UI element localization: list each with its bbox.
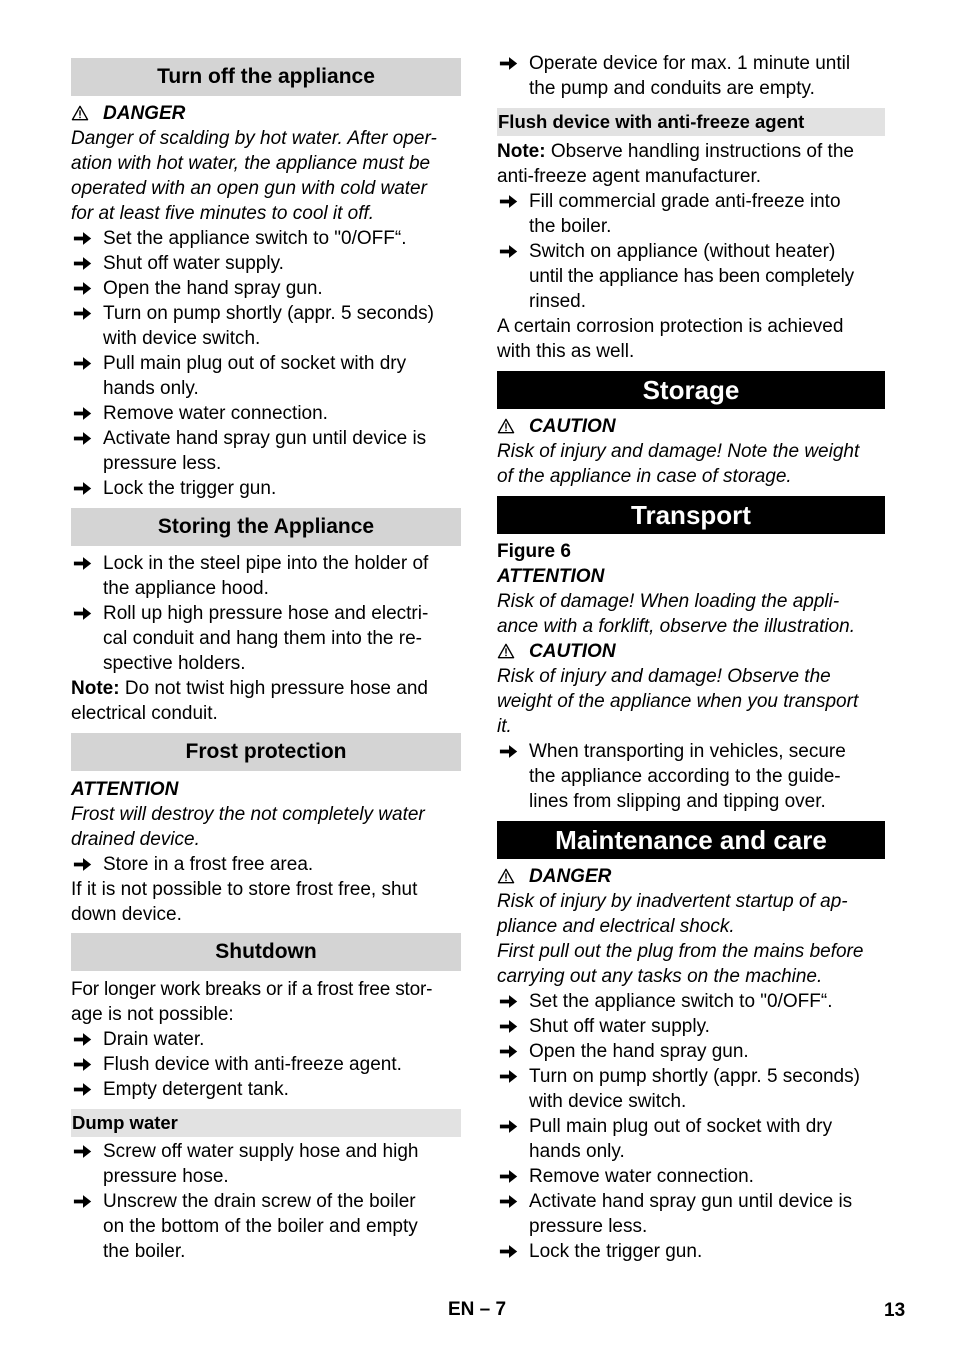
section-heading-transport: Transport bbox=[497, 496, 885, 534]
step-item: the appliance hood. bbox=[103, 578, 269, 599]
step-item: Remove water connection. bbox=[529, 1166, 754, 1187]
arrow-right-icon bbox=[499, 239, 521, 264]
arrow-right-icon bbox=[73, 226, 95, 251]
section-heading-storing: Storing the Appliance bbox=[71, 508, 461, 546]
step-item: spective holders. bbox=[103, 653, 246, 674]
step-item: on the bottom of the boiler and empty bbox=[103, 1216, 418, 1237]
step-item: pressure hose. bbox=[103, 1166, 229, 1187]
caution-text: of the appliance in case of storage. bbox=[497, 466, 792, 487]
danger-text: Danger of scalding by hot water. After oper- bbox=[71, 128, 437, 149]
step-item: Lock in the steel pipe into the holder of bbox=[103, 553, 429, 574]
note-text: electrical conduit. bbox=[71, 703, 218, 724]
arrow-right-icon bbox=[73, 852, 95, 877]
danger-label: DANGER bbox=[103, 103, 186, 124]
step-item: the appliance according to the guide- bbox=[529, 766, 841, 787]
attention-label: ATTENTION bbox=[71, 779, 179, 800]
warning-triangle-icon bbox=[497, 414, 517, 439]
body-text: A certain corrosion protection is achieved bbox=[497, 316, 844, 337]
arrow-right-icon bbox=[499, 1014, 521, 1039]
note-body: Do not twist high pressure hose and bbox=[119, 678, 428, 699]
step-item: Set the appliance switch to "0/OFF“. bbox=[529, 991, 833, 1012]
step-item: pressure less. bbox=[529, 1216, 648, 1237]
step-item: pressure less. bbox=[103, 453, 222, 474]
subsection-heading-dump-water: Dump water bbox=[71, 1109, 461, 1137]
note-text bbox=[497, 139, 854, 164]
caution-text: weight of the appliance when you transport bbox=[497, 691, 859, 712]
caution-text: Risk of injury and damage! Observe the bbox=[497, 666, 831, 687]
step-item: the boiler. bbox=[529, 216, 612, 237]
note-text: anti-freeze agent manufacturer. bbox=[497, 166, 762, 187]
step-item: Activate hand spray gun until device is bbox=[103, 428, 427, 449]
step-item: hands only. bbox=[529, 1141, 625, 1162]
figure-reference: Figure 6 bbox=[497, 541, 571, 562]
arrow-right-icon bbox=[73, 1139, 95, 1164]
body-text: with this as well. bbox=[497, 341, 635, 362]
step-item: Screw off water supply hose and high bbox=[103, 1141, 419, 1162]
caution-text: it. bbox=[497, 716, 512, 737]
note-label: Note: bbox=[71, 678, 120, 699]
arrow-right-icon bbox=[499, 1189, 521, 1214]
section-heading-frost: Frost protection bbox=[71, 733, 461, 771]
arrow-right-icon bbox=[499, 1064, 521, 1089]
step-item: Roll up high pressure hose and electri- bbox=[103, 603, 429, 624]
section-heading-storage: Storage bbox=[497, 371, 885, 409]
section-heading-turn-off: Turn off the appliance bbox=[71, 58, 461, 96]
footer-language-page: EN – 7 bbox=[448, 1299, 507, 1320]
step-item: Shut off water supply. bbox=[529, 1016, 710, 1037]
attention-text: drained device. bbox=[71, 829, 200, 850]
step-item: When transporting in vehicles, secure bbox=[529, 741, 846, 762]
arrow-right-icon bbox=[73, 401, 95, 426]
danger-text: carrying out any tasks on the machine. bbox=[497, 966, 823, 987]
body-text: If it is not possible to store frost free, shut bbox=[71, 879, 418, 900]
step-item: Lock the trigger gun. bbox=[529, 1241, 703, 1262]
step-item: Activate hand spray gun until device is bbox=[529, 1191, 853, 1212]
step-item: Drain water. bbox=[103, 1029, 205, 1050]
step-item: Open the hand spray gun. bbox=[529, 1041, 749, 1062]
step-item: the pump and conduits are empty. bbox=[529, 78, 815, 99]
danger-text: ation with hot water, the appliance must be bbox=[71, 153, 431, 174]
arrow-right-icon bbox=[73, 1027, 95, 1052]
note-body: Observe handling instructions of the bbox=[545, 141, 854, 162]
step-item: Set the appliance switch to "0/OFF“. bbox=[103, 228, 407, 249]
step-item: with device switch. bbox=[103, 328, 261, 349]
step-item: Fill commercial grade anti-freeze into bbox=[529, 191, 841, 212]
note-label: Note: bbox=[497, 141, 546, 162]
step-item: lines from slipping and tipping over. bbox=[529, 791, 826, 812]
danger-text: pliance and electrical shock. bbox=[497, 916, 735, 937]
arrow-right-icon bbox=[499, 189, 521, 214]
attention-text: Risk of damage! When loading the appli- bbox=[497, 591, 840, 612]
step-item: Flush device with anti-freeze agent. bbox=[103, 1054, 402, 1075]
attention-label: ATTENTION bbox=[497, 566, 605, 587]
step-item: Switch on appliance (without heater) bbox=[529, 241, 836, 262]
arrow-right-icon bbox=[73, 276, 95, 301]
step-item: with device switch. bbox=[529, 1091, 687, 1112]
danger-text: First pull out the plug from the mains before bbox=[497, 941, 864, 962]
step-item: Shut off water supply. bbox=[103, 253, 284, 274]
step-item: Empty detergent tank. bbox=[103, 1079, 289, 1100]
step-item: Remove water connection. bbox=[103, 403, 328, 424]
arrow-right-icon bbox=[73, 1052, 95, 1077]
step-item: Turn on pump shortly (appr. 5 seconds) bbox=[103, 303, 434, 324]
step-item: cal conduit and hang them into the re- bbox=[103, 628, 422, 649]
arrow-right-icon bbox=[73, 426, 95, 451]
attention-text: ance with a forklift, observe the illustration. bbox=[497, 616, 856, 637]
step-item: Lock the trigger gun. bbox=[103, 478, 277, 499]
section-heading-shutdown: Shutdown bbox=[71, 933, 461, 971]
arrow-right-icon bbox=[499, 1114, 521, 1139]
caution-text: Risk of injury and damage! Note the weight bbox=[497, 441, 860, 462]
section-heading-maintenance: Maintenance and care bbox=[497, 821, 885, 859]
body-text: For longer work breaks or if a frost free stor- bbox=[71, 979, 433, 1000]
arrow-right-icon bbox=[499, 989, 521, 1014]
step-item: rinsed. bbox=[529, 291, 587, 312]
arrow-right-icon bbox=[73, 601, 95, 626]
step-item: Pull main plug out of socket with dry bbox=[103, 353, 407, 374]
warning-triangle-icon bbox=[497, 864, 517, 889]
arrow-right-icon bbox=[499, 1164, 521, 1189]
arrow-right-icon bbox=[499, 1239, 521, 1264]
arrow-right-icon bbox=[73, 1077, 95, 1102]
arrow-right-icon bbox=[73, 551, 95, 576]
attention-text: Frost will destroy the not completely water bbox=[71, 804, 425, 825]
note-text bbox=[71, 676, 428, 701]
step-item: Pull main plug out of socket with dry bbox=[529, 1116, 833, 1137]
arrow-right-icon bbox=[73, 1189, 95, 1214]
step-item: hands only. bbox=[103, 378, 199, 399]
arrow-right-icon bbox=[73, 251, 95, 276]
caution-label: CAUTION bbox=[529, 416, 616, 437]
page-number: 13 bbox=[884, 1300, 906, 1321]
arrow-right-icon bbox=[73, 301, 95, 326]
danger-text: Risk of injury by inadvertent startup of ap- bbox=[497, 891, 848, 912]
arrow-right-icon bbox=[499, 51, 521, 76]
warning-triangle-icon bbox=[71, 101, 91, 126]
danger-text: operated with an open gun with cold water bbox=[71, 178, 427, 199]
caution-label: CAUTION bbox=[529, 641, 616, 662]
step-item: Store in a frost free area. bbox=[103, 854, 314, 875]
step-item: Operate device for max. 1 minute until bbox=[529, 53, 851, 74]
subsection-heading-flush: Flush device with anti-freeze agent bbox=[497, 108, 885, 136]
step-item: Open the hand spray gun. bbox=[103, 278, 323, 299]
warning-triangle-icon bbox=[497, 639, 517, 664]
danger-text: for at least five minutes to cool it off. bbox=[71, 203, 375, 224]
danger-label: DANGER bbox=[529, 866, 612, 887]
body-text: age is not possible: bbox=[71, 1004, 234, 1025]
step-item: Turn on pump shortly (appr. 5 seconds) bbox=[529, 1066, 860, 1087]
step-item: Unscrew the drain screw of the boiler bbox=[103, 1191, 416, 1212]
arrow-right-icon bbox=[499, 1039, 521, 1064]
arrow-right-icon bbox=[73, 351, 95, 376]
arrow-right-icon bbox=[73, 476, 95, 501]
step-item: until the appliance has been completely bbox=[529, 266, 854, 287]
step-item: the boiler. bbox=[103, 1241, 186, 1262]
body-text: down device. bbox=[71, 904, 182, 925]
arrow-right-icon bbox=[499, 739, 521, 764]
